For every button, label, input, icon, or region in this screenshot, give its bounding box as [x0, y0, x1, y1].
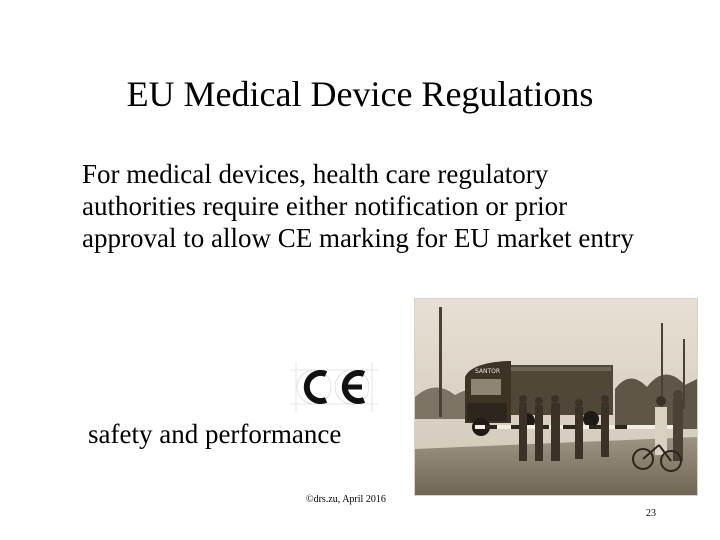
copyright-footer: ©drs.zu, April 2016: [306, 494, 386, 505]
slide-title: EU Medical Device Regulations: [126, 74, 594, 114]
truck-sign-text: SANTOR: [475, 368, 501, 375]
border-crossing-photo: [414, 298, 698, 496]
slide-number: 23: [646, 508, 656, 519]
ce-mark-logo: [290, 362, 378, 412]
slide-body-text: For medical devices, health care regulatory authorities require either notification or prior approval to allow CE marking for EU market entry: [82, 159, 634, 253]
caption-safety-performance: safety and performance: [88, 419, 342, 449]
